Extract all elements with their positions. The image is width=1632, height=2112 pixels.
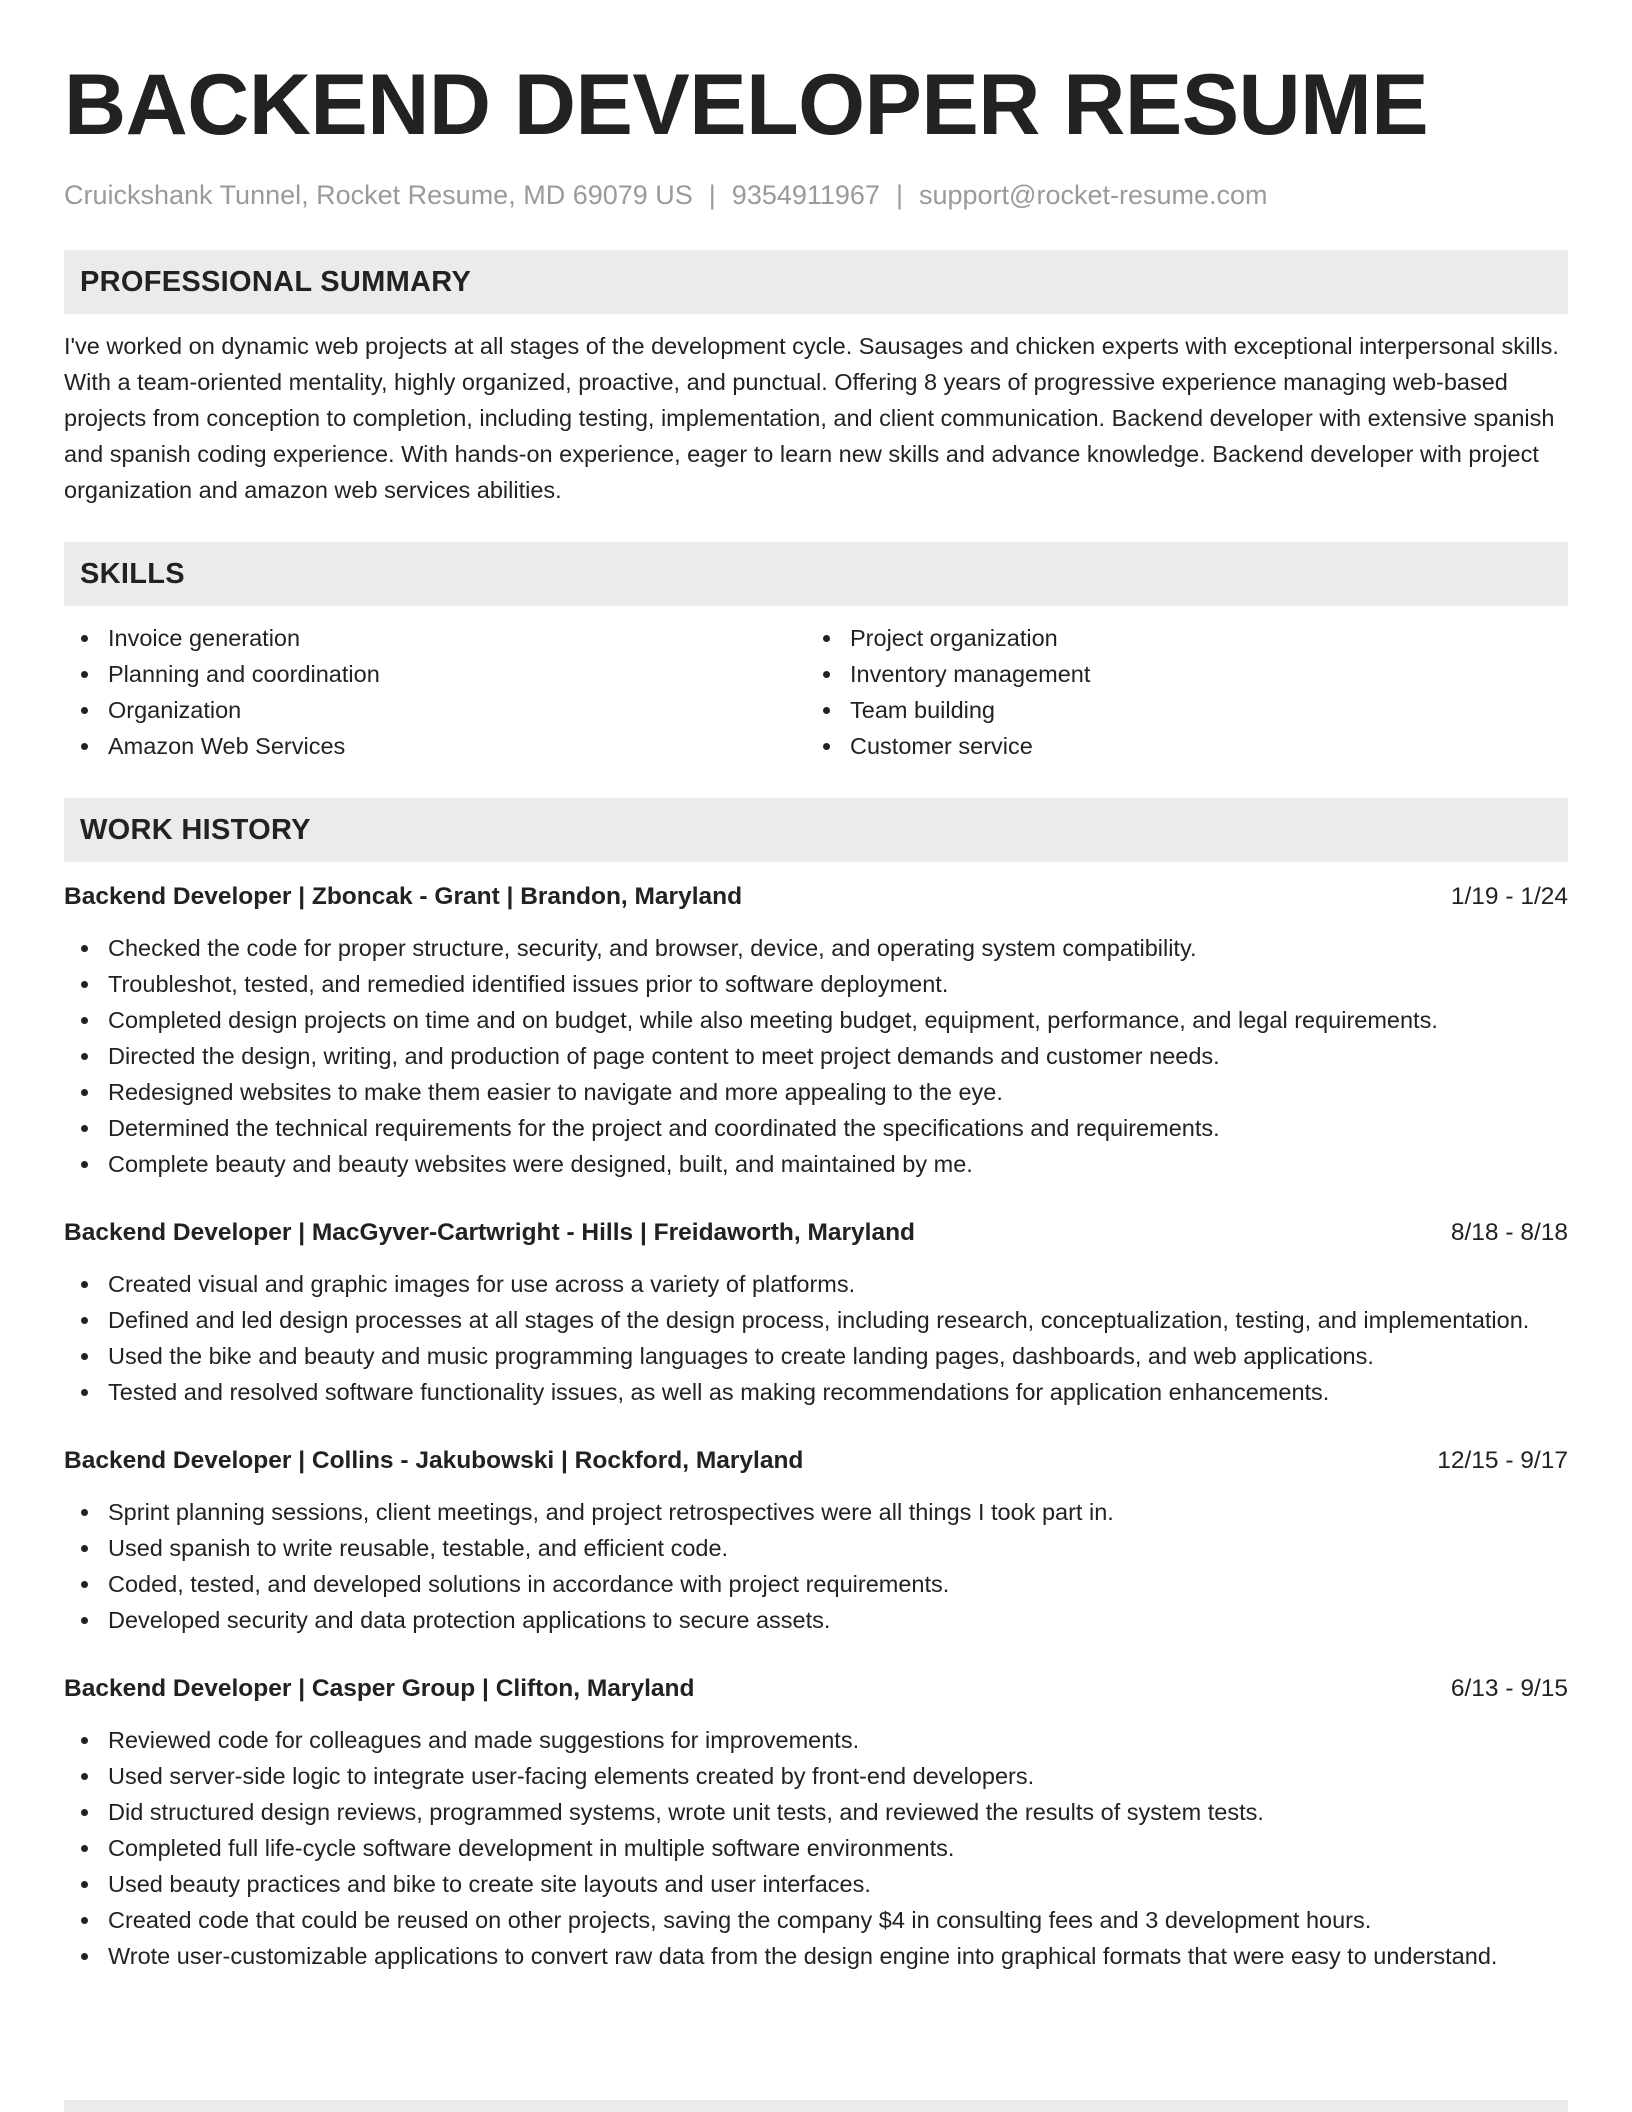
job-bullet: Checked the code for proper structure, security, and browser, device, and operating system compatibility. (64, 930, 1568, 966)
job-bullet: Used server-side logic to integrate user-facing elements created by front-end developers. (64, 1758, 1568, 1794)
summary-text: I've worked on dynamic web projects at all stages of the development cycle. Sausages and chicken experts with exceptional interpersonal skills. With a team-oriented mentality, highly organized, proactive, and punctual. Offering 8 years of progressive experience managing web-based projects from conception to completion, including testing, implementation, and client communication. Backend developer with extensive spanish and spanish coding experience. With hands-on experience, eager to learn new skills and advance knowledge. Backend developer with project organization and amazon web services abilities. (64, 333, 1559, 503)
job-bullet: Coded, tested, and developed solutions in accordance with project requirements. (64, 1566, 1568, 1602)
job-title: Backend Developer | Collins - Jakubowski | Rockford, Maryland (64, 1447, 804, 1474)
job-bullet: Completed design projects on time and on budget, while also meeting budget, equipment, performance, and legal requirements. (64, 1002, 1568, 1038)
job-entry (64, 878, 1568, 1182)
job-bullet-list (64, 1722, 1568, 1974)
skill-item: Inventory management (806, 656, 1548, 692)
skill-item: Amazon Web Services (64, 728, 806, 764)
skills-list-left (64, 620, 806, 764)
job-title: Backend Developer | MacGyver-Cartwright - Hills | Freidaworth, Maryland (64, 1219, 916, 1246)
job-bullet: Defined and led design processes at all stages of the design process, including research, conceptualization, testing, and implementation. (64, 1302, 1568, 1338)
job-bullet: Completed full life-cycle software development in multiple software environments. (64, 1830, 1568, 1866)
job-bullet: Used beauty practices and bike to create site layouts and user interfaces. (64, 1866, 1568, 1902)
job-entry (64, 1214, 1568, 1410)
work-section-header (64, 798, 1568, 862)
job-bullet: Troubleshot, tested, and remedied identified issues prior to software deployment. (64, 966, 1568, 1002)
job-bullet: Complete beauty and beauty websites were designed, built, and maintained by me. (64, 1146, 1568, 1182)
skills-list-right (806, 620, 1548, 764)
job-bullet: Used spanish to write reusable, testable, and efficient code. (64, 1530, 1568, 1566)
job-bullet: Created visual and graphic images for use across a variety of platforms. (64, 1266, 1568, 1302)
skills-section-header (64, 542, 1568, 606)
contact-email: support@rocket-resume.com (918, 180, 1268, 210)
job-header (64, 1214, 1568, 1252)
skill-item: Team building (806, 692, 1548, 728)
skill-item: Project organization (806, 620, 1548, 656)
contact-line (64, 178, 1568, 212)
job-title: Backend Developer | Casper Group | Clifton, Maryland (64, 1675, 695, 1702)
job-entry (64, 1670, 1568, 1974)
job-bullet: Created code that could be reused on other projects, saving the company $4 in consulting fees and 3 development hours. (64, 1902, 1568, 1938)
summary-section-header (64, 250, 1568, 314)
job-bullet: Redesigned websites to make them easier to navigate and more appealing to the eye. (64, 1074, 1568, 1110)
job-bullet-list (64, 1266, 1568, 1410)
skills-grid (64, 620, 1568, 764)
job-bullet: Wrote user-customizable applications to convert raw data from the design engine into graphical formats that were easy to understand. (64, 1938, 1568, 1974)
job-bullet: Developed security and data protection applications to secure assets. (64, 1602, 1568, 1638)
job-header (64, 1442, 1568, 1480)
job-dates: 6/13 - 9/15 (1450, 1675, 1568, 1702)
resume-page (64, 0, 1568, 1974)
job-bullet: Sprint planning sessions, client meetings, and project retrospectives were all things I took part in. (64, 1494, 1568, 1530)
job-bullet: Reviewed code for colleagues and made suggestions for improvements. (64, 1722, 1568, 1758)
skill-item: Organization (64, 692, 806, 728)
resume-title: BACKEND DEVELOPER RESUME (64, 57, 1429, 153)
job-bullet-list (64, 930, 1568, 1182)
job-title: Backend Developer | Zboncak - Grant | Brandon, Maryland (64, 883, 743, 910)
work-heading: WORK HISTORY (80, 813, 311, 846)
job-entry (64, 1442, 1568, 1638)
job-dates: 12/15 - 9/17 (1437, 1447, 1568, 1474)
job-bullet: Determined the technical requirements for the project and coordinated the specifications and requirements. (64, 1110, 1568, 1146)
skills-heading: SKILLS (80, 557, 185, 590)
skill-item: Invoice generation (64, 620, 806, 656)
summary-heading: PROFESSIONAL SUMMARY (80, 265, 472, 298)
job-bullet: Did structured design reviews, programmed systems, wrote unit tests, and reviewed the results of system tests. (64, 1794, 1568, 1830)
job-bullet: Tested and resolved software functionality issues, as well as making recommendations for application enhancements. (64, 1374, 1568, 1410)
contact-address: Cruickshank Tunnel, Rocket Resume, MD 69079 US (64, 180, 693, 210)
job-header (64, 1670, 1568, 1708)
job-dates: 8/18 - 8/18 (1450, 1219, 1568, 1246)
next-section-header-edge (64, 2100, 1568, 2112)
job-dates: 1/19 - 1/24 (1450, 883, 1568, 910)
contact-phone: 9354911967 (731, 180, 880, 210)
job-bullet: Directed the design, writing, and production of page content to meet project demands and customer needs. (64, 1038, 1568, 1074)
contact-separator: | (895, 180, 903, 210)
job-bullet: Used the bike and beauty and music programming languages to create landing pages, dashboards, and web applications. (64, 1338, 1568, 1374)
contact-separator: | (708, 180, 716, 210)
job-header (64, 878, 1568, 916)
job-bullet-list (64, 1494, 1568, 1638)
skill-item: Planning and coordination (64, 656, 806, 692)
skill-item: Customer service (806, 728, 1548, 764)
